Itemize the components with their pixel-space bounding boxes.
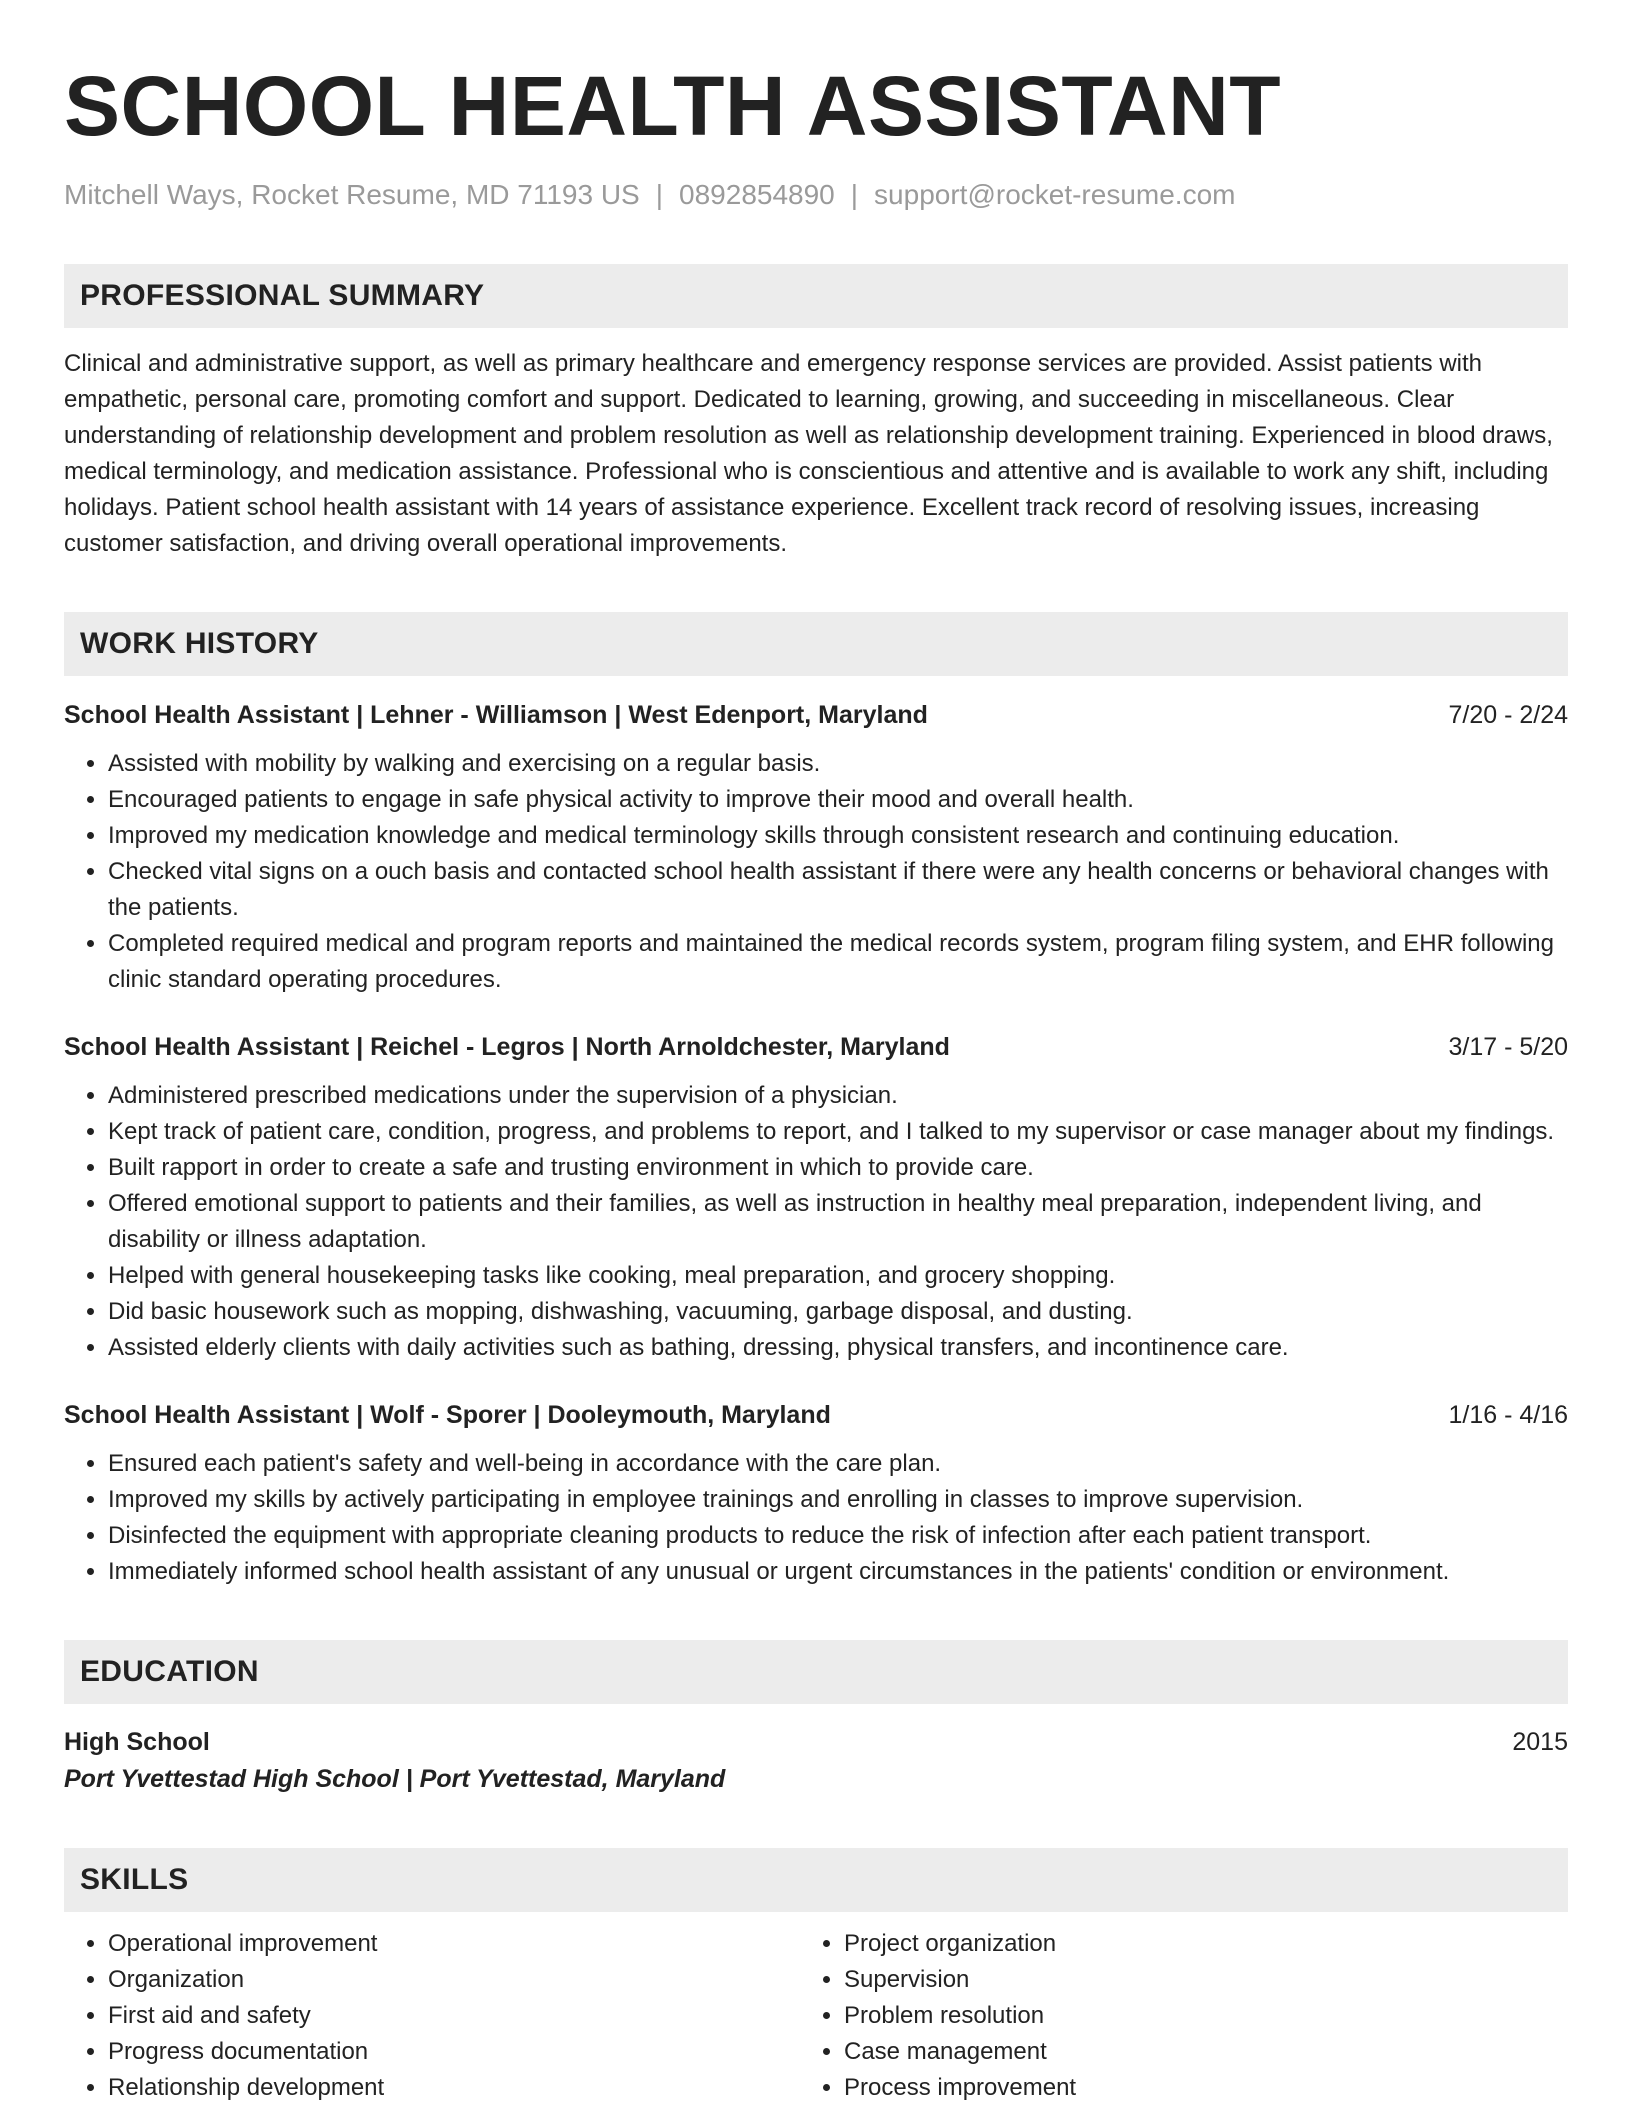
- job-header: [64, 698, 1568, 732]
- skill-item: • First aid and safety: [108, 1998, 800, 2034]
- job-dates: 1/16 - 4/16: [1448, 1401, 1568, 1429]
- education-school: Port Yvettestad High School | Port Yvettestad, Maryland: [64, 1765, 726, 1793]
- job-title: School Health Assistant | Reichel - Legros | North Arnoldchester, Maryland: [64, 1033, 950, 1061]
- job-header: [64, 1398, 1568, 1432]
- job-bullet: • Administered prescribed medications under the supervision of a physician.: [108, 1078, 1568, 1114]
- job-bullet: • Improved my skills by actively participating in employee trainings and enrolling in classes to improve supervision.: [108, 1482, 1568, 1518]
- skills-column-left: [64, 1926, 800, 2106]
- job-entry: [64, 698, 1568, 998]
- section-header-work-history: WORK HISTORY: [64, 612, 1568, 676]
- job-entry: [64, 1030, 1568, 1366]
- education-entry: [64, 1724, 1568, 1798]
- contact-line: [64, 178, 1568, 212]
- skills-list: [64, 1926, 1568, 2106]
- job-bullet: • Disinfected the equipment with appropriate cleaning products to reduce the risk of infection after each patient transport.: [108, 1518, 1568, 1554]
- section-header-education: EDUCATION: [64, 1640, 1568, 1704]
- skill-item: • Progress documentation: [108, 2034, 800, 2070]
- skill-item: • Organization: [108, 1962, 800, 1998]
- education-header: [64, 1724, 1568, 1760]
- education-degree: High School: [64, 1728, 210, 1756]
- section-header-skills: SKILLS: [64, 1848, 1568, 1912]
- job-bullets: [64, 746, 1568, 998]
- job-bullet: • Assisted with mobility by walking and exercising on a regular basis.: [108, 746, 1568, 782]
- skill-item: • Process improvement: [844, 2070, 1536, 2106]
- education-year: 2015: [1512, 1728, 1568, 1756]
- skill-item: • Supervision: [844, 1962, 1536, 1998]
- job-bullet: • Encouraged patients to engage in safe physical activity to improve their mood and overall health.: [108, 782, 1568, 818]
- job-bullet: • Ensured each patient's safety and well-being in accordance with the care plan.: [108, 1446, 1568, 1482]
- skill-item: • Project organization: [844, 1926, 1536, 1962]
- job-dates: 3/17 - 5/20: [1448, 1033, 1568, 1061]
- job-dates: 7/20 - 2/24: [1448, 701, 1568, 729]
- job-bullet: • Improved my medication knowledge and medical terminology skills through consistent research and continuing education.: [108, 818, 1568, 854]
- job-bullet: • Immediately informed school health assistant of any unusual or urgent circumstances in the patients' condition or environment.: [108, 1554, 1568, 1590]
- contact-email: support@rocket-resume.com: [874, 179, 1236, 210]
- job-bullet: • Assisted elderly clients with daily activities such as bathing, dressing, physical transfers, and incontinence care.: [108, 1330, 1568, 1366]
- contact-separator: |: [655, 179, 664, 210]
- skill-item: • Problem resolution: [844, 1998, 1536, 2034]
- contact-address: Mitchell Ways, Rocket Resume, MD 71193 US: [64, 179, 640, 210]
- skill-item: • Operational improvement: [108, 1926, 800, 1962]
- job-bullet: • Helped with general housekeeping tasks like cooking, meal preparation, and grocery shopping.: [108, 1258, 1568, 1294]
- job-bullet: • Kept track of patient care, condition, progress, and problems to report, and I talked to my supervisor or case manager about my findings.: [108, 1114, 1568, 1150]
- contact-phone: 0892854890: [679, 179, 835, 210]
- job-title: School Health Assistant | Lehner - Williamson | West Edenport, Maryland: [64, 701, 928, 729]
- job-bullet: • Offered emotional support to patients and their families, as well as instruction in healthy meal preparation, independent living, and disability or illness adaptation.: [108, 1186, 1568, 1258]
- skill-item: • Case management: [844, 2034, 1536, 2070]
- section-header-summary: PROFESSIONAL SUMMARY: [64, 264, 1568, 328]
- skills-column-right: [800, 1926, 1536, 2106]
- job-bullet: • Completed required medical and program reports and maintained the medical records system, program filing system, and EHR following clinic standard operating procedures.: [108, 926, 1568, 998]
- resume-name: SCHOOL HEALTH ASSISTANT: [64, 59, 1282, 153]
- job-bullet: • Built rapport in order to create a safe and trusting environment in which to provide care.: [108, 1150, 1568, 1186]
- job-entry: [64, 1398, 1568, 1590]
- contact-separator: |: [850, 179, 859, 210]
- job-header: [64, 1030, 1568, 1064]
- summary-text: Clinical and administrative support, as well as primary healthcare and emergency response services are provided. Assist patients with empathetic, personal care, promoting comfort and support. Dedicated to learning, growing, and succeeding in miscellaneous. Clear understanding of relationship development and problem resolution as well as relationship development training. Experienced in blood draws, medical terminology, and medication assistance. Professional who is conscientious and attentive and is available to work any shift, including holidays. Patient school health assistant with 14 years of assistance experience. Excellent track record of resolving issues, increasing customer satisfaction, and driving overall operational improvements.: [64, 350, 1553, 557]
- job-bullet: • Checked vital signs on a ouch basis and contacted school health assistant if there were any health concerns or behavioral changes with the patients.: [108, 854, 1568, 926]
- job-bullets: [64, 1446, 1568, 1590]
- job-title: School Health Assistant | Wolf - Sporer | Dooleymouth, Maryland: [64, 1401, 831, 1429]
- skill-item: • Relationship development: [108, 2070, 800, 2106]
- job-bullets: [64, 1078, 1568, 1366]
- job-bullet: • Did basic housework such as mopping, dishwashing, vacuuming, garbage disposal, and dusting.: [108, 1294, 1568, 1330]
